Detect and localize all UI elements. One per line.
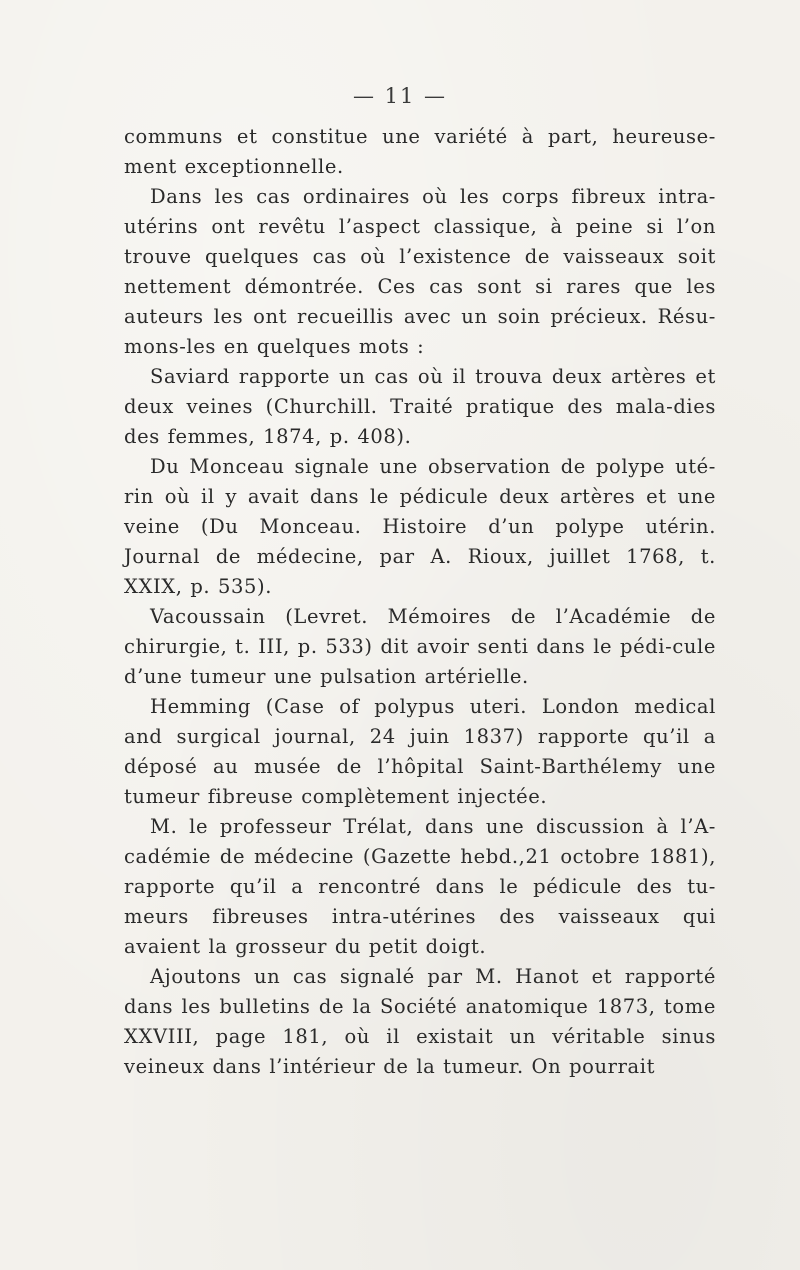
paragraph-2: Dans les cas ordinaires où les corps fibreux intra-utérins ont revêtu l’aspect classique, à peine si l’on trouve quelques cas où l’existence de vaisseaux soit nettement démontrée. Ces cas sont si rares que les auteurs les ont recueillis avec un soin précieux. Résu-mons-les en quelques mots : xyxy=(124,185,716,358)
paragraph-5: Vacoussain (Levret. Mémoires de l’Académie de chirurgie, t. III, p. 533) dit avoir senti dans le pédi-cule d’une tumeur une pulsation artérielle. xyxy=(124,605,716,688)
body-text xyxy=(124,122,716,1082)
paragraph-7: M. le professeur Trélat, dans une discussion à l’A-cadémie de médecine (Gazette hebd.,21 octobre 1881), rapporte qu’il a rencontré dans le pédicule des tu-meurs fibreuses intra-utérines des vaisseaux qui avaient la grosseur du petit doigt. xyxy=(124,815,716,958)
paragraph-4: Du Monceau signale une observation de polype uté-rin où il y avait dans le pédicule deux artères et une veine (Du Monceau. Histoire d’un polype utérin. Journal de médecine, par A. Rioux, juillet 1768, t. XXIX, p. 535). xyxy=(124,455,716,598)
paragraph-6: Hemming (Case of polypus uteri. London medical and surgical journal, 24 juin 1837) rapporte qu’il a déposé au musée de l’hôpital Saint-Barthélemy une tumeur fibreuse complètement injectée. xyxy=(124,695,716,808)
paragraph-8: Ajoutons un cas signalé par M. Hanot et rapporté dans les bulletins de la Société anatomique 1873, tome XXVIII, page 181, où il existait un véritable sinus veineux dans l’intérieur de la tumeur. On pourrait xyxy=(124,965,716,1078)
paragraph-1: communs et constitue une variété à part, heureuse-ment exceptionnelle. xyxy=(124,125,716,178)
paragraph-3: Saviard rapporte un cas où il trouva deux artères et deux veines (Churchill. Traité pratique des mala-dies des femmes, 1874, p. 408). xyxy=(124,365,716,448)
page-number: — 11 — xyxy=(352,84,448,108)
